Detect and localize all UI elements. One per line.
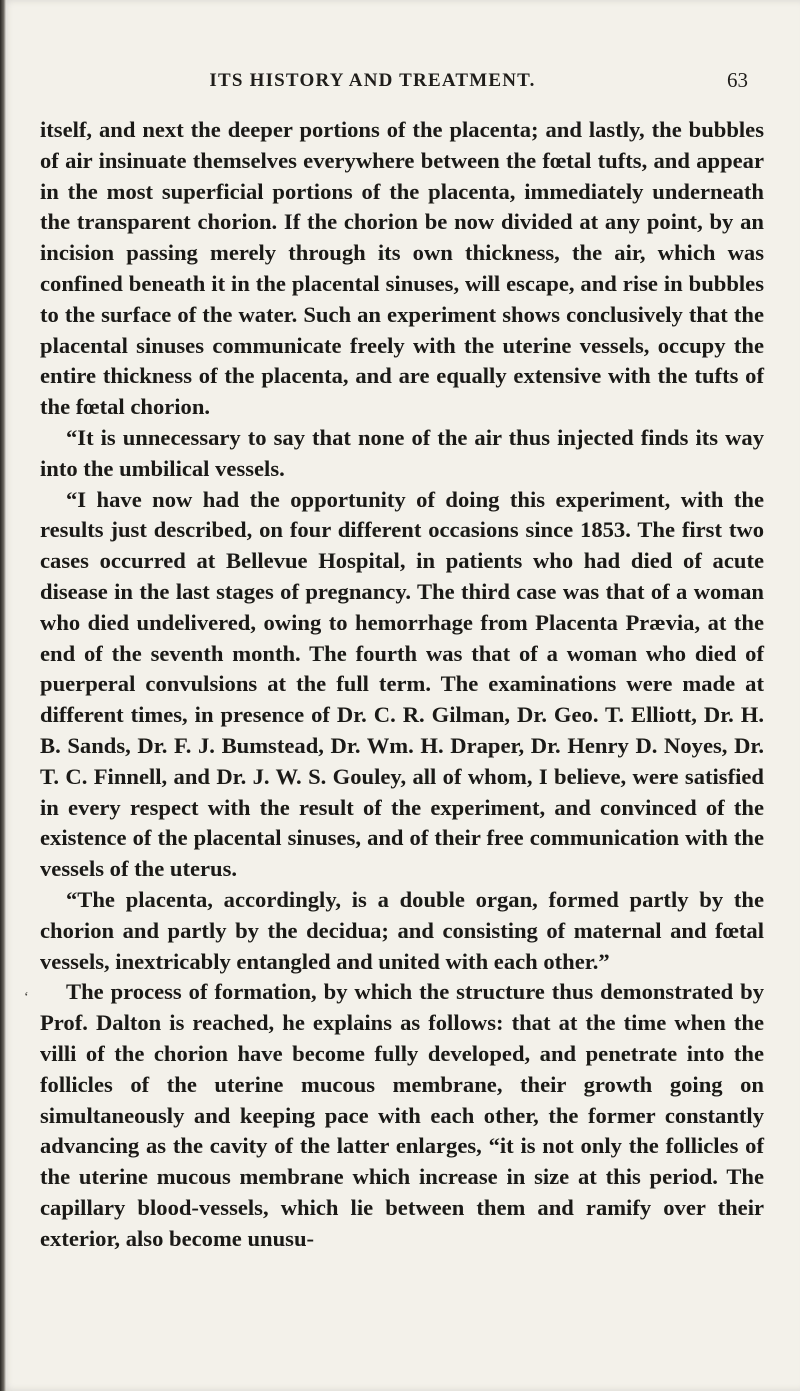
paragraph-4: “The placenta, accordingly, is a double organ, formed partly by the chorion and partly by the decidua; and consisting of maternal and fœtal vessels, inextricably entangled and united with each other.” bbox=[40, 886, 764, 974]
page-binding-shadow bbox=[0, 0, 6, 1391]
paragraph-5: The process of formation, by which the structure thus demonstrated by Prof. Dalton is reached, he explains as follows: that at the time when the villi of the chorion have become fully developed, and penetrate into the follicles of the uterine mucous membrane, their growth going on simultaneously and keeping pace with each other, the former constantly advancing as the cavity of the latter enlarges, “it is not only the follicles of the uterine mucous membrane which increase in size at this period. The capillary blood-vessels, which lie between them and ramify over their exterior, also become unusu- bbox=[40, 979, 764, 1251]
running-head: ITS HISTORY AND TREATMENT. bbox=[209, 70, 536, 91]
page-header bbox=[0, 70, 800, 106]
margin-mark: ‘ bbox=[24, 990, 29, 1005]
body-text bbox=[40, 115, 764, 1254]
paragraph-1: itself, and next the deeper portions of the placenta; and lastly, the bubbles of air insinuate themselves everywhere between the fœtal tufts, and appear in the most superficial portions of the placenta, immediately underneath the transparent chorion. If the chorion be now divided at any point, by an incision passing merely through its own thickness, the air, which was confined beneath it in the placental sinuses, will escape, and rise in bubbles to the surface of the water. Such an experiment shows conclusively that the placental sinuses communicate freely with the uterine vessels, occupy the entire thickness of the placenta, and are equally extensive with the tufts of the fœtal chorion. bbox=[40, 117, 764, 420]
paragraph-2: “It is unnecessary to say that none of the air thus injected finds its way into the umbilical vessels. bbox=[40, 424, 764, 481]
paragraph-3: “I have now had the opportunity of doing this experiment, with the results just described, on four different occasions since 1853. The first two cases occurred at Bellevue Hospital, in patients who had died of acute disease in the last stages of pregnancy. The third case was that of a woman who died undelivered, owing to hemorrhage from Placenta Prævia, at the end of the seventh month. The fourth was that of a woman who died of puerperal convulsions at the full term. The examinations were made at different times, in presence of Dr. C. R. Gilman, Dr. Geo. T. Elliott, Dr. H. B. Sands, Dr. F. J. Bumstead, Dr. Wm. H. Draper, Dr. Henry D. Noyes, Dr. T. C. Finnell, and Dr. J. W. S. Gouley, all of whom, I believe, were satisfied in every respect with the result of the experiment, and convinced of the existence of the placental sinuses, and of their free communication with the vessels of the uterus. bbox=[40, 486, 764, 882]
page-number: 63 bbox=[727, 68, 748, 92]
